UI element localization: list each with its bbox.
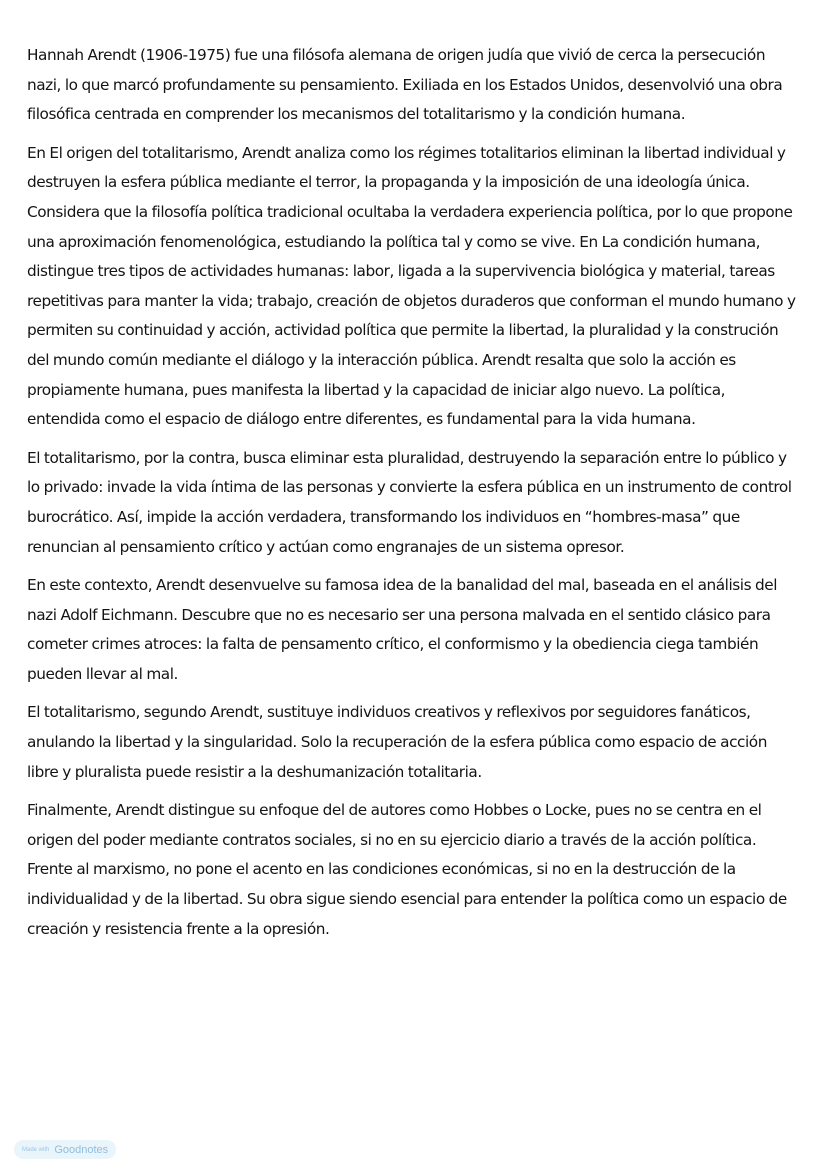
paragraph-banality-of-evil: En este contexto, Arendt desenvuelve su famosa idea de la banalidad del mal, baseada en el análisis del nazi Adolf Eichmann. Descubre que no es necesario ser una persona malvada en el sentido clásico para cometer crimes atroces: la falta de pensamento crítico, el conformismo y la obediencia ciega también pueden llevar al mal. [27, 576, 778, 683]
paragraph-plurality: El totalitarismo, por la contra, busca eliminar esta pluralidad, destruyendo la separación entre lo público y lo privado: invade la vida íntima de las personas y convierte la esfera pública en un instrumento de control burocrático. Así, impide la acción verdadera, transformando los individuos en “hombres-masa” que renuncian al pensamiento crítico y actúan como engranajes de un sistema opresor. [27, 448, 792, 556]
brand-label: Goodnotes [54, 1143, 109, 1156]
goodnotes-badge [14, 1140, 116, 1159]
document-body [27, 41, 799, 953]
paragraph-intro: Hannah Arendt (1906-1975) fue una filósofa alemana de origen judía que vivió de cerca la persecución nazi, lo que marcó profundamente su pensamiento. Exiliada en los Estados Unidos, desenvolvió una obra filosófica centrada en comprender los mecanismos del totalitarismo y la condición humana. [27, 46, 783, 124]
paragraph-conclusion: Finalmente, Arendt distingue su enfoque del de autores como Hobbes o Locke, pues no se centra en el origen del poder mediante contratos sociales, si no en su ejercicio diario a través de la acción política. Frente al marxismo, no pone el acento en las condiciones económicas, si no en la destrucción de la individualidad y de la libertad. Su obra sigue siendo esencial para entender la política como un espacio de creación y resistencia frente a la opresión. [27, 801, 787, 938]
paragraph-origin-totalitarianism: En El origen del totalitarismo, Arendt analiza como los régimes totalitarios eliminan la libertad individual y destruyen la esfera pública mediante el terror, la propaganda y la imposición de una ideología única. Considera que la filosofía política tradicional ocultaba la verdadera experiencia política, por lo que propone una aproximación fenomenológica, estudiando la política tal y como se vive. En La condición humana, distingue tres tipos de actividades humanas: labor, ligada a la supervivencia biológica y material, tareas repetitivas para manter la vida; trabajo, creación de objetos duraderos que conforman el mundo humano y permiten su continuidad y acción, actividad política que permite la libertad, la pluralidad y la construción del mundo común mediante el diálogo y la interacción pública. Arendt resalta que solo la acción es propiamente humana, pues manifesta la libertad y la capacidad de iniciar algo nuevo. La política, entendida como el espacio de diálogo entre diferentes, es fundamental para la vida humana. [27, 143, 796, 429]
paragraph-singularity: El totalitarismo, segundo Arendt, sustituye individuos creativos y reflexivos por seguidores fanáticos, anulando la libertad y la singularidad. Solo la recuperación de la esfera pública como espacio de acción libre y pluralista puede resistir a la deshumanización totalitaria. [27, 703, 767, 781]
made-with-label: Made with [22, 1146, 50, 1153]
